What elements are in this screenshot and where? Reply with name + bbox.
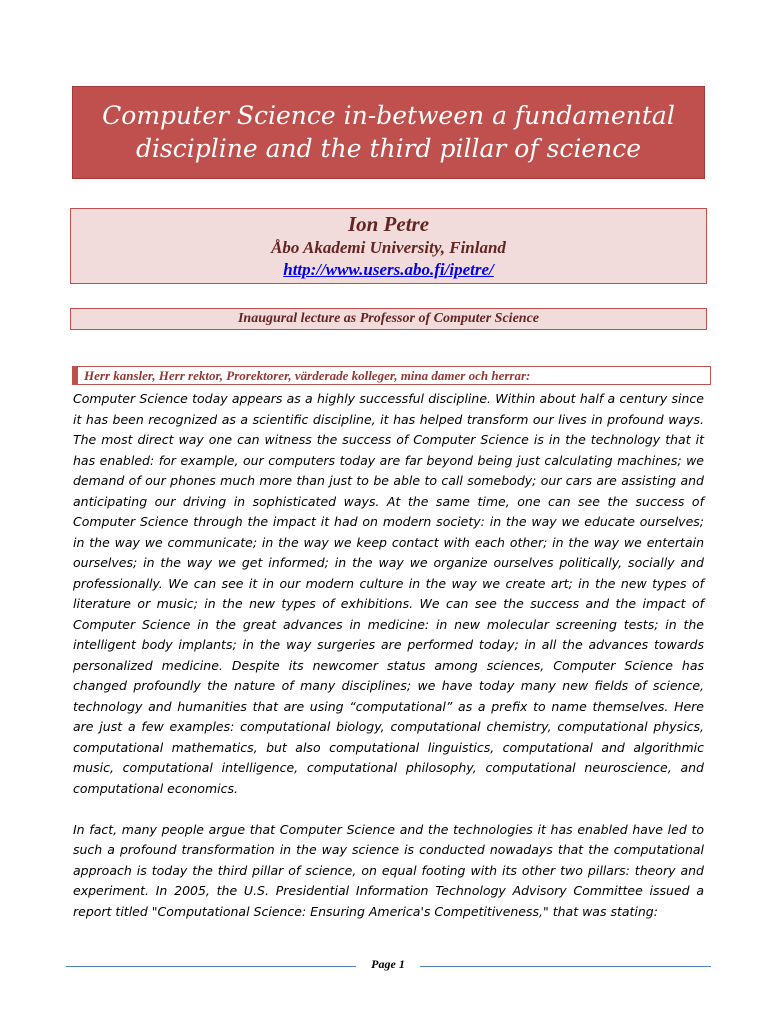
paragraph: In fact, many people argue that Computer Science and the technologies it has enabled have led to such a profound transformation in the way science is conducted nowadays that the computational approach is today the third pillar of science, on equal footing with its other two pillars: theory and experiment. In 2005, the U.S. Presidential Information Technology Advisory Committee issued a report titled "Computational Science: Ensuring America's Competitiveness," that was stating: — [73, 821, 704, 919]
footer-rule-left — [66, 966, 356, 967]
author-affiliation: Åbo Akademi University, Finland — [271, 238, 506, 257]
body-text — [73, 389, 704, 943]
author-url-link[interactable]: http://www.users.abo.fi/ipetre/ — [283, 260, 494, 279]
page-number: Page 1 — [371, 957, 405, 971]
author-box — [70, 208, 707, 284]
author-name: Ion Petre — [347, 212, 430, 236]
footer-rule-right — [420, 966, 711, 967]
paragraph: Computer Science today appears as a highly successful discipline. Within about half a century since it has been recognized as a scientific discipline, it has helped transform our lives in profound ways. The most direct way one can witness the success of Computer Science is in the technology that it has enabled: for example, our computers today are far beyond being just calculating machines; we demand of our phones much more than just to be able to call somebody; our cars are assisting and anticipating our driving in sophisticated ways. At the same time, one can see the success of Computer Science through the impact it had on modern society: in the way we educate ourselves; in the way we communicate; in the way we keep contact with each other; in the way we entertain ourselves; in the way we get informed; in the way we organize ourselves politically, socially and professionally. We can see it in our modern culture in the way we create art; in the new types of literature or music; in the new types of exhibitions. We can see the success and the impact of Computer Science in the great advances in medicine: in new molecular screening tests; in the intelligent body implants; in the way surgeries are performed today; in all the advances towards personalized medicine. Despite its newcomer status among sciences, Computer Science has changed profoundly the nature of many disciplines; we have today many new fields of science, technology and humanities that are using “computational” as a prefix to name themselves. Here are just a few examples: computational biology, computational chemistry, computational physics, computational mathematics, but also computational linguistics, computational and algorithmic music, computational intelligence, computational philosophy, computational neuroscience, and computational economics. — [73, 391, 704, 796]
document-title: Computer Science in-between a fundamental discipline and the third pillar of science — [102, 101, 675, 163]
lecture-note: Inaugural lecture as Professor of Computer Science — [70, 308, 707, 330]
greeting: Herr kansler, Herr rektor, Prorektorer, värderade kolleger, mina damer och herrar: — [72, 366, 711, 385]
title-banner — [72, 86, 705, 179]
